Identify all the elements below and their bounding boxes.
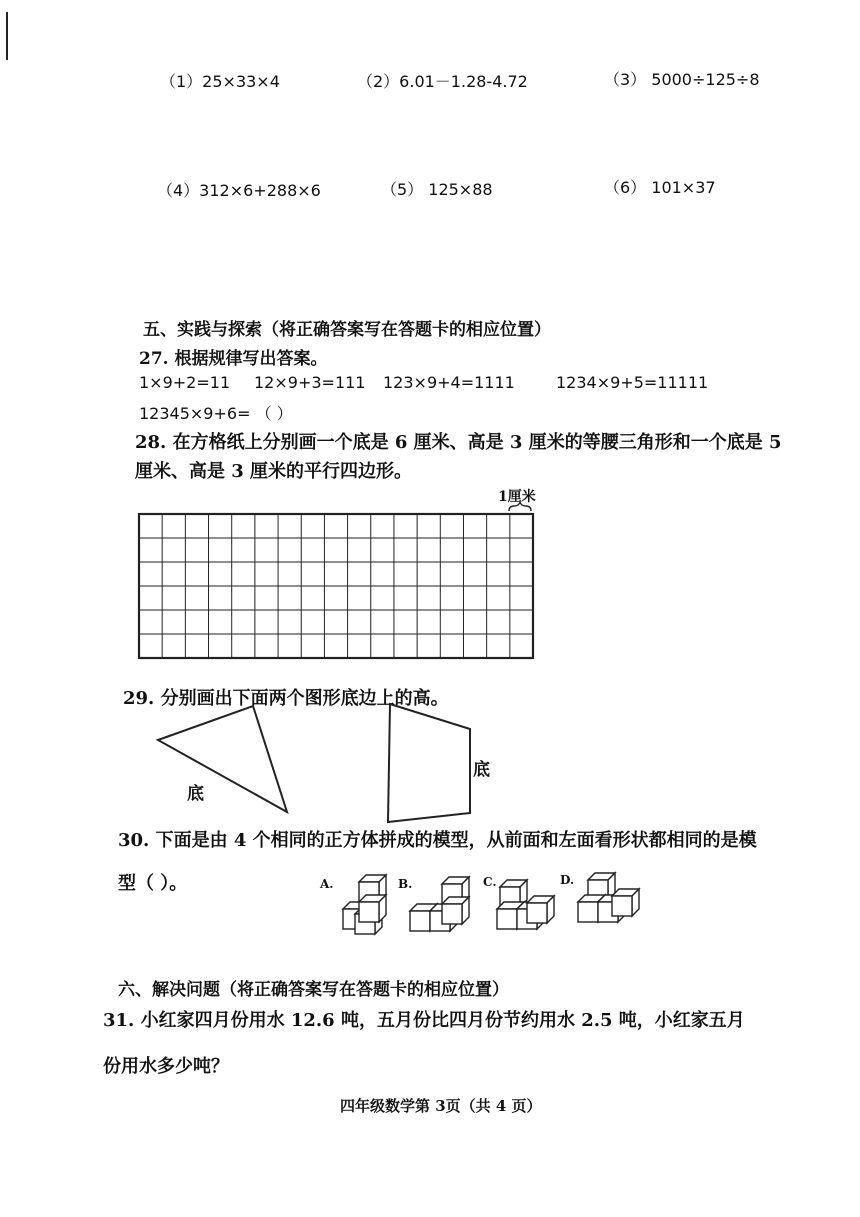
q27-question: 12345×9+6= （ ） xyxy=(139,404,293,423)
q31-line2: 份用水多少吨？ xyxy=(103,1056,229,1077)
option-c-label: C. xyxy=(483,875,497,889)
calc-item-4: （4）312×6+288×6 xyxy=(157,181,321,200)
q27-pattern-4: 1234×9+5=11111 xyxy=(556,373,709,392)
calc-item-3: （3） 5000÷125÷8 xyxy=(604,70,760,89)
unit-label: 1厘米 xyxy=(498,489,536,505)
option-a-label: A. xyxy=(320,877,334,891)
q27-pattern-1: 1×9+2=11 xyxy=(139,373,231,392)
section-6-title: 六、解决问题（将正确答案写在答题卡的相应位置） xyxy=(118,980,509,1000)
q28-line1: 28. 在方格纸上分别画一个底是 6 厘米、高是 3 厘米的等腰三角形和一个底是 5 xyxy=(135,432,782,453)
model-d-cube-right xyxy=(612,889,639,916)
q30-line1: 30. 下面是由 4 个相同的正方体拼成的模型，从前面和左面看形状都相同的是模 xyxy=(118,830,757,851)
calc-item-5: （5） 125×88 xyxy=(381,180,493,199)
calc-item-6: （6） 101×37 xyxy=(604,178,716,197)
model-c-cube-right xyxy=(527,896,554,923)
triangle-base-label: 底 xyxy=(187,784,204,804)
page-footer: 四年级数学第 3页（共 4 页） xyxy=(340,1097,542,1115)
option-d-label: D. xyxy=(560,873,575,887)
quad-base-label: 底 xyxy=(473,760,490,780)
model-a-cube-bottom-right xyxy=(359,895,386,922)
calc-item-2: （2）6.01－1.28-4.72 xyxy=(357,72,528,91)
q27-pattern-2: 12×9+3=111 xyxy=(254,373,366,392)
q31-line1: 31. 小红家四月份用水 12.6 吨，五月份比四月份节约用水 2.5 吨，小红家五月 xyxy=(103,1010,745,1031)
option-b-label: B. xyxy=(398,877,413,891)
q27-pattern-3: 123×9+4=1111 xyxy=(383,373,515,392)
model-b-cube-right xyxy=(442,897,469,924)
section-5-title: 五、实践与探索（将正确答案写在答题卡的相应位置） xyxy=(143,320,551,340)
q27-title: 27. 根据规律写出答案。 xyxy=(139,349,328,369)
calc-item-1: （1）25×33×4 xyxy=(160,72,280,91)
q28-line2: 厘米、高是 3 厘米的平行四边形。 xyxy=(135,461,413,482)
q29-title: 29. 分别画出下面两个图形底边上的高。 xyxy=(123,688,449,709)
q30-line2: 型（ ）。 xyxy=(118,873,188,894)
